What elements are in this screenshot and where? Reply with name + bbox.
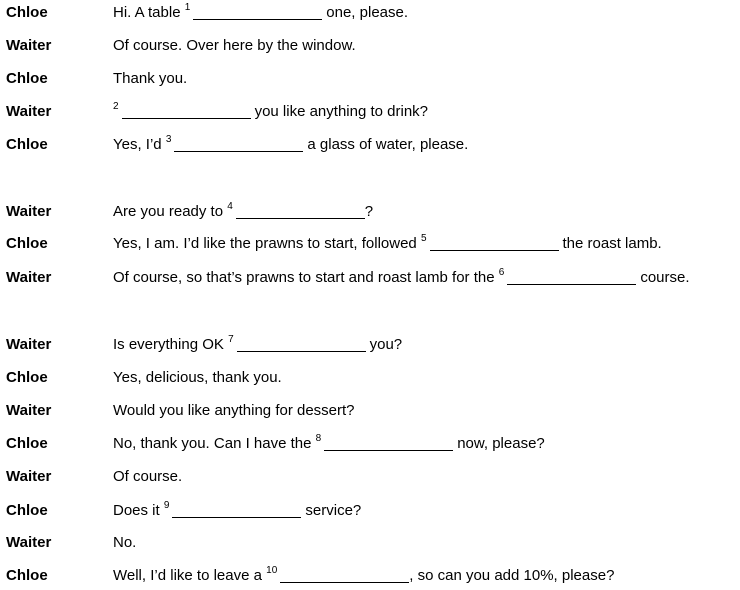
- answer-gap[interactable]: [122, 101, 251, 119]
- dialogue-text: [113, 433, 545, 455]
- dialogue-line: [0, 433, 740, 455]
- dialogue-text: [113, 267, 690, 289]
- dialogue-line: [0, 532, 740, 554]
- dialogue-text: [113, 2, 408, 24]
- dialogue-line: [0, 201, 740, 223]
- dialogue-text: [113, 233, 662, 255]
- text-after-gap: you?: [369, 336, 403, 353]
- speaker-name: Chloe: [6, 235, 48, 252]
- dialogue-text: [113, 134, 468, 156]
- speaker-name: Chloe: [6, 369, 48, 386]
- speaker-name: Chloe: [6, 4, 48, 21]
- dialogue-line: [0, 134, 740, 156]
- dialogue-text: Would you like anything for dessert?: [113, 402, 355, 419]
- dialogue-line: [0, 35, 740, 57]
- dialogue-text: Yes, delicious, thank you.: [113, 369, 282, 386]
- dialogue-text: Thank you.: [113, 70, 188, 87]
- speaker-name: Chloe: [6, 435, 48, 452]
- gap-number: 6: [498, 267, 505, 278]
- dialogue-line: [0, 68, 740, 90]
- answer-gap[interactable]: [280, 565, 409, 583]
- speaker-name: Waiter: [6, 468, 52, 485]
- gap-number: 2: [113, 101, 119, 112]
- answer-gap[interactable]: [193, 2, 322, 20]
- text-before-gap: Does it: [113, 502, 164, 519]
- gap-number: 9: [163, 500, 170, 511]
- speaker-name: Waiter: [6, 269, 52, 286]
- text-before-gap: Hi. A table: [113, 4, 185, 21]
- dialogue-line: [0, 334, 740, 356]
- text-before-gap: Are you ready to: [113, 203, 228, 220]
- speaker-name: Waiter: [6, 534, 52, 551]
- text-after-gap: course.: [640, 269, 690, 286]
- dialogue-line: [0, 466, 740, 488]
- speaker-name: Waiter: [6, 203, 52, 220]
- speaker-name: Waiter: [6, 37, 52, 54]
- dialogue-text: [113, 334, 402, 356]
- dialogue-text: [113, 101, 428, 123]
- gap-number: 5: [420, 233, 427, 244]
- text-after-gap: one, please.: [326, 4, 409, 21]
- text-after-gap: ?: [364, 203, 374, 220]
- dialogue-line: [0, 267, 740, 289]
- dialogue-line: [0, 400, 740, 422]
- speaker-name: Chloe: [6, 502, 48, 519]
- text-before-gap: Of course, so that’s prawns to start and roast lamb for the: [113, 269, 499, 286]
- speaker-name: Waiter: [6, 336, 52, 353]
- dialogue-text: Of course. Over here by the window.: [113, 37, 356, 54]
- dialogue-line: [0, 101, 740, 123]
- gap-number: 10: [266, 565, 278, 576]
- dialogue-text: [113, 201, 373, 223]
- dialogue-line: [0, 2, 740, 24]
- gap-number: 3: [165, 134, 172, 145]
- answer-gap[interactable]: [236, 201, 365, 219]
- speaker-name: Chloe: [6, 567, 48, 584]
- text-before-gap: Yes, I am. I’d like the prawns to start, followed: [113, 235, 421, 252]
- text-after-gap: a glass of water, please.: [307, 136, 469, 153]
- gap-number: 4: [227, 201, 233, 212]
- answer-gap[interactable]: [430, 233, 559, 251]
- dialogue-line: [0, 367, 740, 389]
- answer-gap[interactable]: [324, 433, 453, 451]
- dialogue-text: No.: [113, 534, 137, 551]
- speaker-name: Chloe: [6, 70, 48, 87]
- text-after-gap: the roast lamb.: [562, 235, 662, 252]
- speaker-name: Chloe: [6, 136, 48, 153]
- dialogue-text: Of course.: [113, 468, 183, 485]
- gap-number: 1: [184, 2, 191, 13]
- dialogue-text: [113, 500, 361, 522]
- dialogue-line: [0, 565, 740, 587]
- text-before-gap: No, thank you. Can I have the: [113, 435, 316, 452]
- text-before-gap: Yes, I’d: [113, 136, 166, 153]
- speaker-name: Waiter: [6, 103, 52, 120]
- dialogue-text: [113, 565, 614, 587]
- text-before-gap: Well, I’d like to leave a: [113, 567, 267, 584]
- answer-gap[interactable]: [172, 500, 301, 518]
- text-after-gap: service?: [305, 502, 362, 519]
- gap-number: 7: [228, 334, 234, 345]
- answer-gap[interactable]: [174, 134, 303, 152]
- dialogue-line: [0, 233, 740, 255]
- text-after-gap: you like anything to drink?: [254, 103, 428, 120]
- text-before-gap: Is everything OK: [113, 336, 229, 353]
- dialogue-line: [0, 500, 740, 522]
- speaker-name: Waiter: [6, 402, 52, 419]
- answer-gap[interactable]: [237, 334, 366, 352]
- answer-gap[interactable]: [507, 267, 636, 285]
- text-after-gap: now, please?: [457, 435, 545, 452]
- gap-number: 8: [315, 433, 322, 444]
- text-after-gap: , so can you add 10%, please?: [409, 567, 615, 584]
